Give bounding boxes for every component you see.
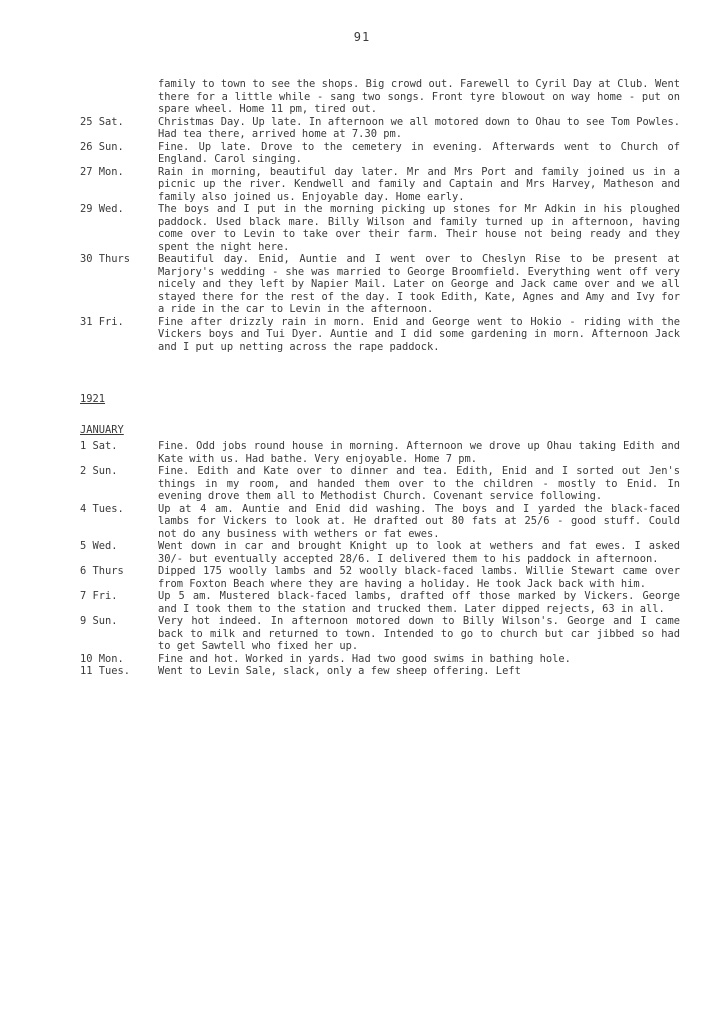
entry-text: Fine after drizzly rain in morn. Enid and George went to Hokio - riding with the Vickers boys and Tui Dyer. Auntie and I did some gardening in morn. Afternoon Jack and I put up netting across the rape paddock. (158, 315, 680, 353)
entry-text: Fine. Edith and Kate over to dinner and tea. Edith, Enid and I sorted out Jen's things in my room, and handed them over to the children - mostly to Enid. In evening drove them all to Methodist Church. Covenant service following. (158, 465, 680, 502)
entry-text: Fine. Up late. Drove to the cemetery in evening. Afterwards went to Church of England. Carol singing. (158, 140, 680, 165)
diary-entry (80, 540, 680, 565)
entries-1921 (80, 440, 680, 678)
entry-date: 2 Sun. (80, 465, 118, 477)
entry-date: 30 Thurs (80, 253, 131, 265)
entry-text: Beautiful day. Enid, Auntie and I went over to Cheslyn Rise to be present at Marjory's wedding - she was married to George Broomfield. Everything went off very nicely and they left by Napier Mail. Later on George and Jack came over and we all stayed there for the rest of the day. I took Edith, Kate, Agnes and Amy and Ivy for a ride in the car to Levin in the afternoon. (158, 253, 680, 315)
diary-entry (80, 253, 680, 316)
entry-continuation: family to town to see the shops. Big crowd out. Farewell to Cyril Day at Club. Went there for a little while - sang two songs. Front tyre blowout on way home - put on spare wheel. Home 11 pm, tired out. (158, 78, 680, 115)
entry-date: 11 Tues. (80, 665, 131, 677)
entry-text: Went to Levin Sale, slack, only a few sheep offering. Left (158, 665, 521, 677)
diary-entry (80, 465, 680, 503)
diary-entry (80, 615, 680, 653)
entry-text: Went down in car and brought Knight up to look at wethers and fat ewes. I asked 30/- but eventually accepted 28/6. I delivered them to his paddock in afternoon. (158, 540, 680, 565)
diary-entry (80, 665, 680, 678)
entry-text: The boys and I put in the morning picking up stones for Mr Adkin in his ploughed paddock. Used black mare. Billy Wilson and family turned up in afternoon, having come over to Levin to take over their farm. Their house not being ready and they spent the night here. (158, 203, 680, 253)
page-number: 91 (353, 30, 371, 44)
entry-date: 9 Sun. (80, 615, 118, 627)
entries-1920 (80, 116, 680, 354)
diary-entry (80, 203, 680, 253)
entry-date: 6 Thurs (80, 565, 124, 577)
entry-text: Christmas Day. Up late. In afternoon we all motored down to Ohau to see Tom Powles. Had tea there, arrived home at 7.30 pm. (158, 115, 680, 140)
entry-text: Fine. Odd jobs round house in morning. Afternoon we drove up Ohau taking Edith and Kate with us. Had bathe. Very enjoyable. Home 7 pm. (158, 440, 680, 465)
diary-entry (80, 166, 680, 204)
entry-text: Fine and hot. Worked in yards. Had two good swims in bathing hole. (158, 652, 571, 665)
diary-entry (80, 503, 680, 541)
entry-date: 4 Tues. (80, 502, 124, 515)
entry-date: 1 Sat. (80, 440, 118, 452)
diary-entry (80, 116, 680, 141)
entry-text: Rain in morning, beautiful day later. Mr and Mrs Port and family joined us in a picnic up the river. Kendwell and family and Captain and Mrs Harvey, Matheson and family also joined us. Enjoyable day. Home early. (158, 165, 680, 203)
entry-text: Dipped 175 woolly lambs and 52 woolly black-faced lambs. Willie Stewart came over from Foxton Beach where they are having a holiday. He took Jack back with him. (158, 565, 680, 590)
diary-entry (80, 440, 680, 465)
entry-text: Very hot indeed. In afternoon motored down to Billy Wilson's. George and I came back to milk and returned to town. Intended to go to church but car jibbed so had to get Sawtell who fixed her up. (158, 615, 680, 652)
diary-page (80, 78, 680, 678)
diary-entry (80, 590, 680, 615)
entry-date: 5 Wed. (80, 540, 118, 552)
diary-entry (80, 316, 680, 354)
diary-entry (80, 141, 680, 166)
diary-entry (80, 565, 680, 590)
entry-date: 25 Sat. (80, 115, 124, 128)
entry-date: 29 Wed. (80, 203, 124, 215)
diary-entry (80, 653, 680, 666)
entry-text: Up 5 am. Mustered black-faced lambs, drafted off those marked by Vickers. George and I took them to the station and trucked them. Later dipped rejects, 63 in all. (158, 590, 680, 615)
year-heading: 1921 (80, 393, 106, 405)
entry-date: 7 Fri. (80, 590, 118, 602)
entry-date: 31 Fri. (80, 315, 124, 328)
month-heading: JANUARY (80, 423, 124, 436)
entry-text: Up at 4 am. Auntie and Enid did washing. The boys and I yarded the black-faced lambs for Vickers to look at. He drafted out 80 fats at 25/6 - good stuff. Could not do any business with wethers or fat ewes. (158, 502, 680, 540)
entry-date: 26 Sun. (80, 140, 124, 153)
entry-date: 10 Mon. (80, 652, 124, 665)
entry-date: 27 Mon. (80, 165, 124, 178)
